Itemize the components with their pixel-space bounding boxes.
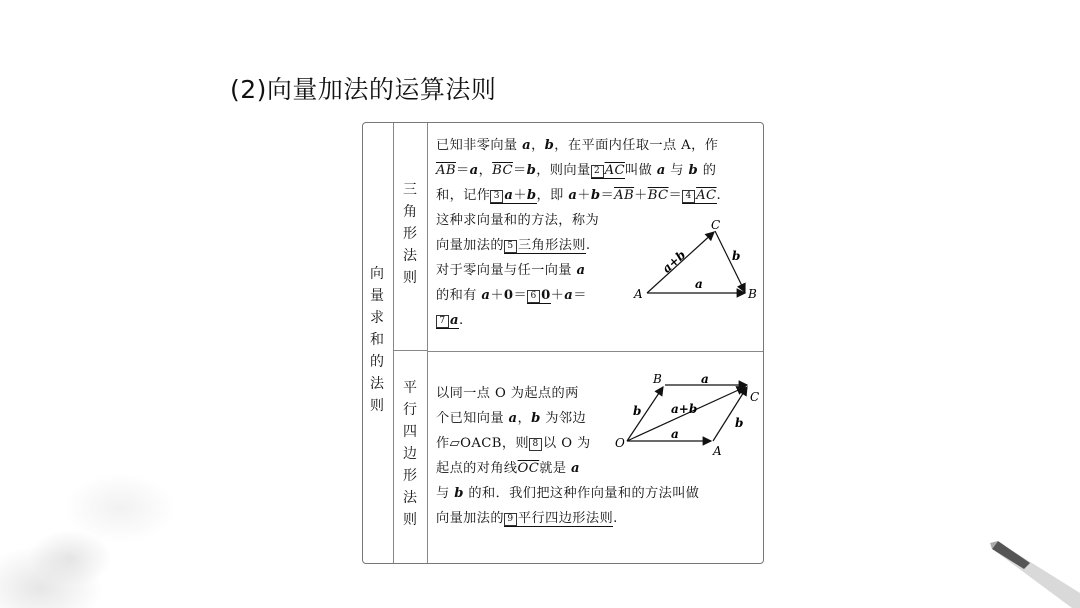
point-B-label-2: B xyxy=(653,372,662,386)
parallelogram-diagram xyxy=(613,371,763,457)
triangle-rule-header-cell xyxy=(394,123,428,351)
blank-number-4: 4 xyxy=(682,190,695,203)
parallelogram-b-right-label: b xyxy=(735,416,744,430)
triangle-line-5: 向量加法的 5 三角形法则. xyxy=(436,238,591,253)
parallelogram-line-1: 以同一点 O 为起点的两 xyxy=(436,386,579,401)
page-title: (2)向量加法的运算法则 xyxy=(230,75,497,104)
point-A-label-2: A xyxy=(713,444,722,457)
vector-addition-table xyxy=(362,122,764,564)
blank-number-9: 9 xyxy=(504,513,517,526)
parallelogram-line-3: 作▱OACB，则 8 以 O 为 xyxy=(436,436,591,451)
blank-number-7: 7 xyxy=(436,315,449,328)
triangle-rule-header: 三 角 形 法 则 xyxy=(403,182,417,286)
triangle-line-2: $\overline{AB}=a$，$\overline{BC}=b$，则向量 2 $\overline{AC}$叫做 a 与 b 的 xyxy=(436,163,717,178)
point-O-label: O xyxy=(615,436,625,450)
parallelogram-b-left-label: b xyxy=(633,404,642,418)
brush-decoration xyxy=(990,513,1080,608)
triangle-diagram xyxy=(631,218,761,308)
parallelogram-sum-label: a+b xyxy=(671,402,698,416)
point-B-label: B xyxy=(748,287,757,301)
triangle-line-3: 和，记作 3 a＋b，即 $a+b=\overline{AB}+\overline{BC}= 4$ $\overline{AC}$. xyxy=(436,188,722,203)
flower-decoration xyxy=(0,358,200,608)
parallelogram-rule-header-cell xyxy=(394,351,428,563)
vector-b-line xyxy=(715,231,745,292)
parallelogram-a-top-label: a xyxy=(701,372,709,386)
triangle-line-6: 对于零向量与任一向量 a xyxy=(436,263,586,278)
triangle-line-7: 的和有 a＋0＝ 6 0＋a＝ xyxy=(436,288,587,303)
parallelogram-rule-header: 平 行 四 边 形 法 则 xyxy=(403,380,417,528)
vector-a-label: a xyxy=(695,277,703,291)
parallelogram-line-4: 起点的对角线$\overline{OC}$就是 a xyxy=(436,461,580,476)
blank-number-2: 2 xyxy=(591,165,604,178)
main-header-cell xyxy=(363,123,394,563)
blank-number-6: 6 xyxy=(527,290,540,303)
main-header-text: 向 量 求 和 的 法 则 xyxy=(370,266,384,414)
point-C-label: C xyxy=(711,218,721,232)
vector-sum-label: a+b xyxy=(659,247,689,276)
blank-number-5: 5 xyxy=(504,240,517,253)
parallelogram-line-6: 向量加法的 9 平行四边形法则. xyxy=(436,511,618,526)
parallelogram-line-5: 与 b 的和．我们把这种作向量和的方法叫做 xyxy=(436,486,700,501)
point-A-label: A xyxy=(634,287,643,301)
triangle-line-8: 7 a. xyxy=(436,308,755,333)
parallelogram-line-2: 个已知向量 a，b 为邻边 xyxy=(436,411,587,426)
vector-AC-line xyxy=(713,387,747,441)
blank-number-8: 8 xyxy=(529,438,542,451)
blank-number-3: 3 xyxy=(490,190,503,203)
vector-b-label: b xyxy=(732,249,741,263)
row-divider xyxy=(428,351,763,352)
parallelogram-a-bottom-label: a xyxy=(671,427,679,441)
triangle-line-1: 已知非零向量 a，b，在平面内任取一点 A，作 xyxy=(436,138,719,153)
triangle-line-4: 这种求向量和的方法，称为 xyxy=(436,213,600,228)
point-C-label-2: C xyxy=(750,390,760,404)
